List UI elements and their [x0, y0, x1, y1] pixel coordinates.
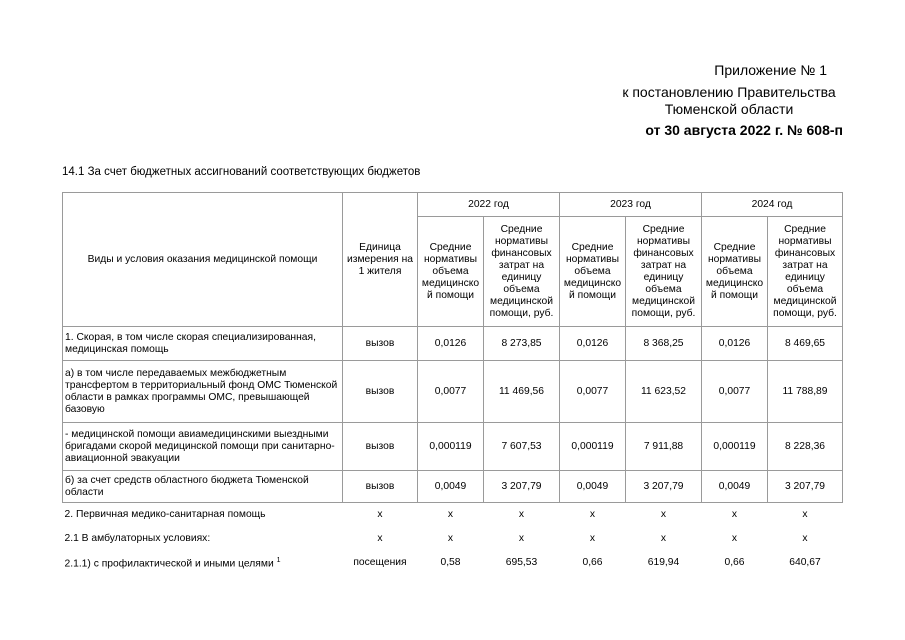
row-value: 0,0126 [702, 327, 768, 361]
row-value: 8 273,85 [484, 327, 560, 361]
sub-header-cost: Средние нормативы финансовых затрат на единицу объема медицинской помощи, руб. [626, 217, 702, 327]
year-header-2023: 2023 год [560, 193, 702, 217]
year-header-2024: 2024 год [702, 193, 843, 217]
row-value: 0,0077 [560, 361, 626, 423]
row-value: 0,0049 [418, 471, 484, 503]
row-value: 3 207,79 [768, 471, 843, 503]
row-value: 8 368,25 [626, 327, 702, 361]
sub-header-volume: Средние нормативы объема медицинско й помощи [560, 217, 626, 327]
row-name: 1. Скорая, в том числе скорая специализированная, медицинская помощь [63, 327, 343, 361]
row-value: 0,0077 [418, 361, 484, 423]
row-value: 0,58 [440, 556, 461, 568]
table-row [63, 551, 843, 575]
table-row [63, 361, 843, 423]
row-value: 3 207,79 [626, 471, 702, 503]
row-value: 640,67 [789, 556, 821, 568]
row-value: x [731, 508, 738, 520]
row-value: x [802, 508, 808, 520]
row-value: 0,000119 [702, 423, 768, 471]
row-name: 2. Первичная медико-санитарная помощь [64, 508, 266, 520]
date-number-label: от 30 августа 2022 г. № 608-п [645, 122, 843, 138]
table-row [63, 423, 843, 471]
row-value: x [660, 508, 667, 520]
row-value: 0,0077 [702, 361, 768, 423]
row-value: 695,53 [505, 556, 538, 568]
sub-header-cost: Средние нормативы финансовых затрат на единицу объема медицинской помощи, руб. [768, 217, 843, 327]
norms-table [62, 192, 843, 575]
table-row [63, 327, 843, 361]
row-value: 11 623,52 [626, 361, 702, 423]
row-value: 0,66 [582, 556, 603, 568]
row-value: 3 207,79 [484, 471, 560, 503]
table-row [63, 527, 843, 551]
row-value: 0,0049 [560, 471, 626, 503]
row-value: x [731, 532, 738, 544]
year-header-2022: 2022 год [418, 193, 560, 217]
sub-header-volume: Средние нормативы объема медицинско й помощи [702, 217, 768, 327]
row-value: x [589, 508, 596, 520]
appendix-label: Приложение № 1 [714, 62, 827, 78]
row-value: x [447, 508, 454, 520]
row-value: 8 469,65 [768, 327, 843, 361]
resolution-label: к постановлению Правительства Тюменской области [622, 84, 836, 117]
row-value: 0,000119 [418, 423, 484, 471]
row-value: 619,94 [647, 556, 680, 568]
sub-header-cost: Средние нормативы финансовых затрат на единицу объема медицинской помощи, руб. [484, 217, 560, 327]
row-value: 0,0126 [560, 327, 626, 361]
footnote-marker: 1 [276, 556, 281, 564]
row-unit: x [377, 532, 383, 544]
row-name: б) за счет средств областного бюджета Тюменской области [63, 471, 343, 503]
row-name: 2.1 В амбулаторных условиях: [64, 532, 211, 544]
col-header-unit: Единица измерения на 1 жителя [343, 193, 418, 327]
row-unit: вызов [343, 361, 418, 423]
row-name: а) в том числе передаваемых межбюджетным трансфертом в территориальный фонд ОМС Тюменской области в рамках программы ОМС, превышающей базовую [63, 361, 343, 423]
table-row [63, 471, 843, 503]
row-name: - медицинской помощи авиамедицинскими выездными бригадами скорой медицинской помощи при санитарно-авиационной эвакуации [63, 423, 343, 471]
row-value: x [589, 532, 596, 544]
row-value: x [447, 532, 454, 544]
table-row [63, 503, 843, 527]
row-value: 0,0126 [418, 327, 484, 361]
row-value: x [518, 532, 525, 544]
section-title: 14.1 За счет бюджетных ассигнований соответствующих бюджетов [62, 166, 421, 178]
row-unit: вызов [343, 327, 418, 361]
row-value: 11 469,56 [484, 361, 560, 423]
row-name [63, 551, 343, 575]
row-value: x [802, 532, 808, 544]
row-value: 7 911,88 [626, 423, 702, 471]
row-unit: посещения [353, 556, 407, 568]
row-unit: вызов [343, 423, 418, 471]
row-value: 7 607,53 [484, 423, 560, 471]
row-unit: x [377, 508, 383, 520]
row-value: 0,66 [724, 556, 745, 568]
sub-header-volume: Средние нормативы объема медицинско й помощи [418, 217, 484, 327]
row-value: 0,000119 [560, 423, 626, 471]
row-value: 0,0049 [702, 471, 768, 503]
row-unit: вызов [343, 471, 418, 503]
row-value: 8 228,36 [768, 423, 843, 471]
row-value: 11 788,89 [768, 361, 843, 423]
row-value: x [660, 532, 667, 544]
row-name-text: 2.1.1) с профилактической и иными целями [64, 558, 274, 570]
col-header-type: Виды и условия оказания медицинской помощи [63, 193, 343, 327]
row-value: x [518, 508, 525, 520]
